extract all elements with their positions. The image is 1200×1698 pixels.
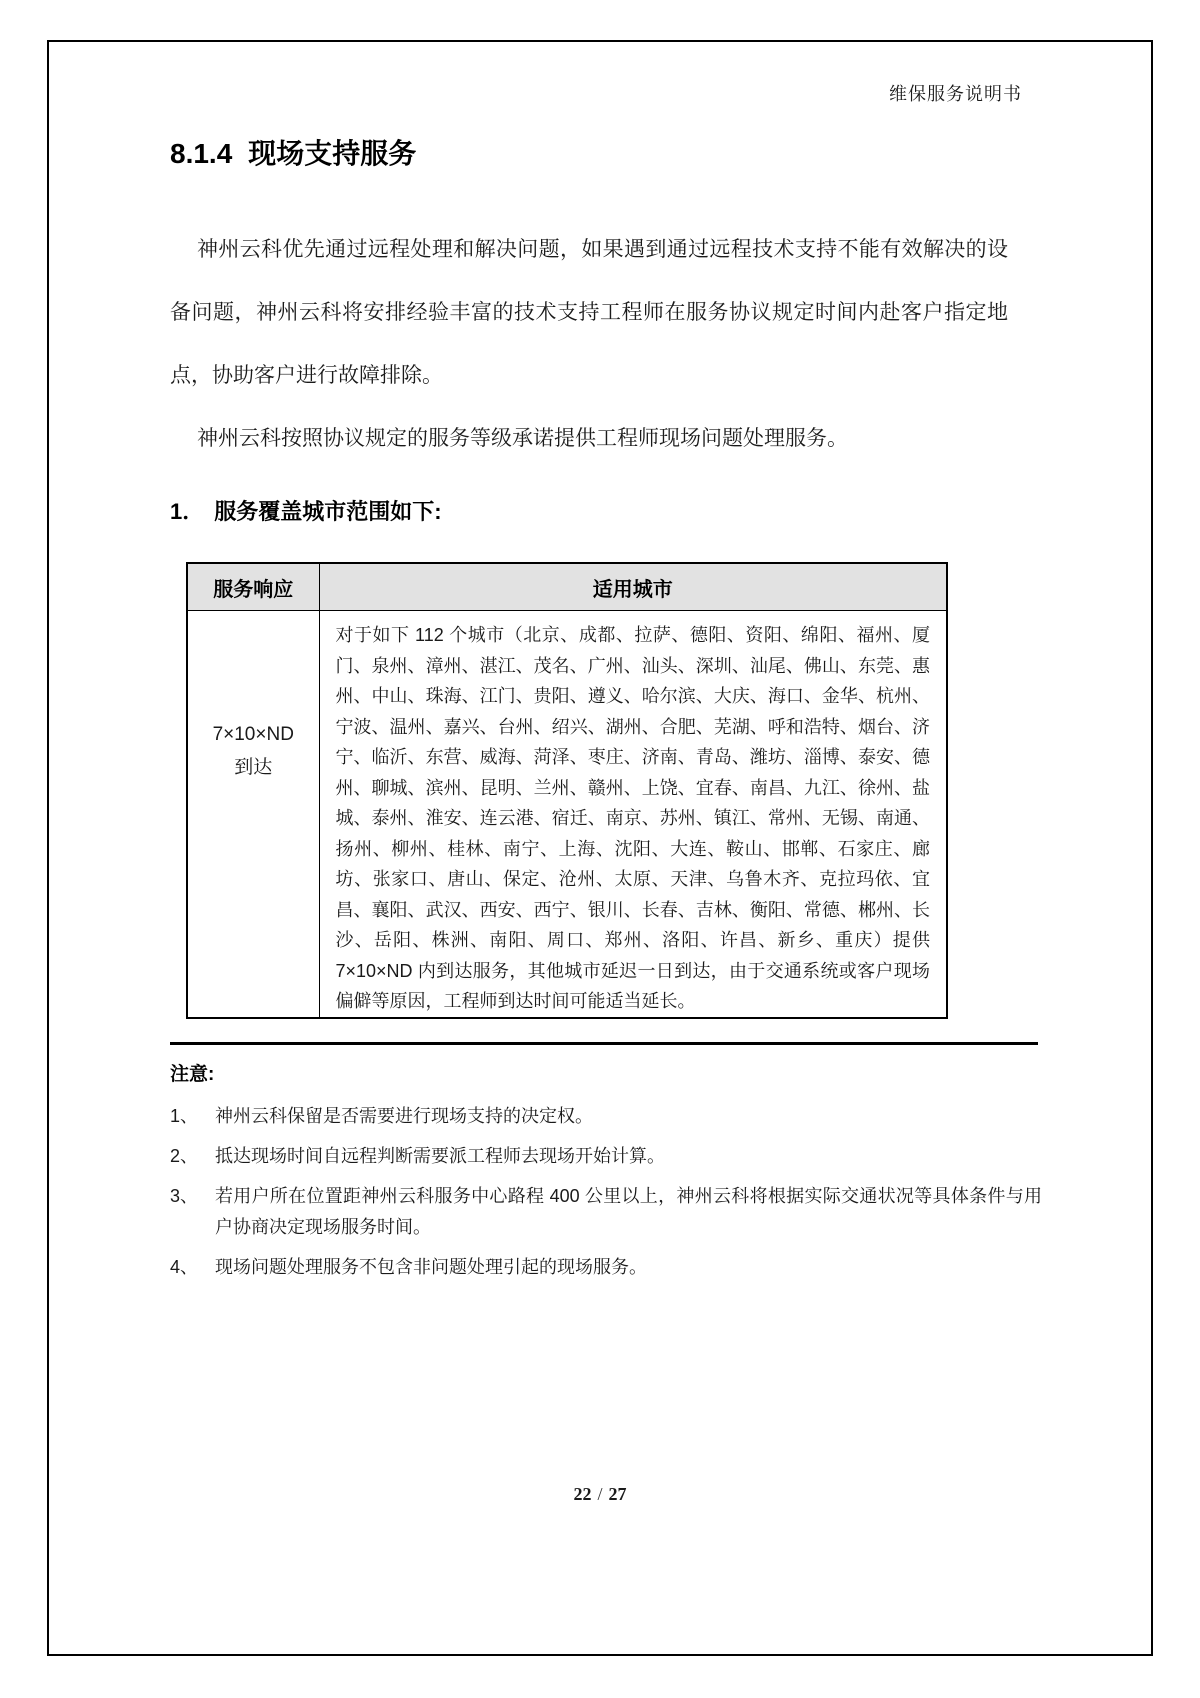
table-header-applicable-cities: 适用城市	[319, 563, 947, 611]
footer-total-pages: 27	[608, 1484, 627, 1504]
notes-list	[170, 1101, 1042, 1292]
list-heading	[170, 497, 442, 527]
service-city-table	[186, 562, 948, 1019]
note-text: 现场问题处理服务不包含非问题处理引起的现场服务。	[215, 1257, 647, 1277]
list-heading-number: 1．	[170, 499, 205, 524]
note-item	[170, 1101, 1042, 1132]
note-text: 若用户所在位置距神州云科服务中心路程 400 公里以上，神州云科将根据实际交通状况等具体条件与用户协商决定现场服务时间。	[215, 1186, 1042, 1237]
footer-separator: /	[597, 1484, 603, 1504]
section-title-text: 现场支持服务	[248, 138, 417, 169]
body-paragraphs	[170, 218, 1008, 470]
note-text: 神州云科保留是否需要进行现场支持的决定权。	[215, 1106, 593, 1126]
note-number: 3、	[170, 1186, 199, 1206]
note-item	[170, 1181, 1042, 1243]
note-number: 4、	[170, 1257, 199, 1277]
footer-current-page: 22	[573, 1484, 592, 1504]
response-arrival: 到达	[234, 757, 273, 778]
table-header-service-response: 服务响应	[187, 563, 319, 611]
horizontal-rule	[170, 1042, 1038, 1045]
cell-applicable-cities	[319, 611, 947, 1019]
page-footer	[0, 1482, 1200, 1506]
note-item	[170, 1252, 1042, 1283]
note-item	[170, 1141, 1042, 1172]
section-number: 8.1.4	[170, 138, 233, 169]
table-header-row	[187, 563, 947, 611]
paragraph: 神州云科按照协议规定的服务等级承诺提供工程师现场问题处理服务。	[197, 427, 848, 450]
note-text: 抵达现场时间自远程判断需要派工程师去现场开始计算。	[215, 1146, 665, 1166]
response-sla: 7×10×ND	[212, 724, 294, 745]
note-number: 2、	[170, 1146, 199, 1166]
cities-text: 对于如下 112 个城市（北京、成都、拉萨、德阳、资阳、绵阳、福州、厦门、泉州、漳州、湛江、茂名、广州、汕头、深圳、汕尾、佛山、东莞、惠州、中山、珠海、江门、贵阳、遵义、哈尔滨、大庆、海口、金华、杭州、宁波、温州、嘉兴、台州、绍兴、湖州、合肥、芜湖、呼和浩特、烟台、济宁、临沂、东营、威海、菏泽、枣庄、济南、青岛、潍坊、淄博、泰安、德州、聊城、滨州、昆明、兰州、赣州、上饶、宜春、南昌、九江、徐州、盐城、泰州、淮安、连云港、宿迁、南京、苏州、镇江、常州、无锡、南通、扬州、柳州、桂林、南宁、上海、沈阳、大连、鞍山、邯郸、石家庄、廊坊、张家口、唐山、保定、沧州、太原、天津、乌鲁木齐、克拉玛依、宜昌、襄阳、武汉、西安、西宁、银川、长春、吉林、衡阳、常德、郴州、长沙、岳阳、株洲、南阳、周口、郑州、洛阳、许昌、新乡、重庆）提供 7×10×ND 内到达服务，其他城市延迟一日到达，由于交通系统或客户现场偏僻等原因，工程师到达时间可能适当延长。	[335, 625, 930, 1011]
page-header-title: 维保服务说明书	[889, 84, 1022, 104]
section-title	[170, 136, 416, 172]
table-row	[187, 611, 947, 1019]
list-heading-text: 服务覆盖城市范围如下:	[214, 499, 442, 524]
note-number: 1、	[170, 1106, 199, 1126]
cell-service-response	[187, 611, 319, 1019]
paragraph: 神州云科优先通过远程处理和解决问题，如果遇到通过远程技术支持不能有效解决的设备问题，神州云科将安排经验丰富的技术支持工程师在服务协议规定时间内赴客户指定地点，协助客户进行故障排除。	[170, 238, 1008, 387]
notes-label: 注意:	[170, 1064, 215, 1085]
